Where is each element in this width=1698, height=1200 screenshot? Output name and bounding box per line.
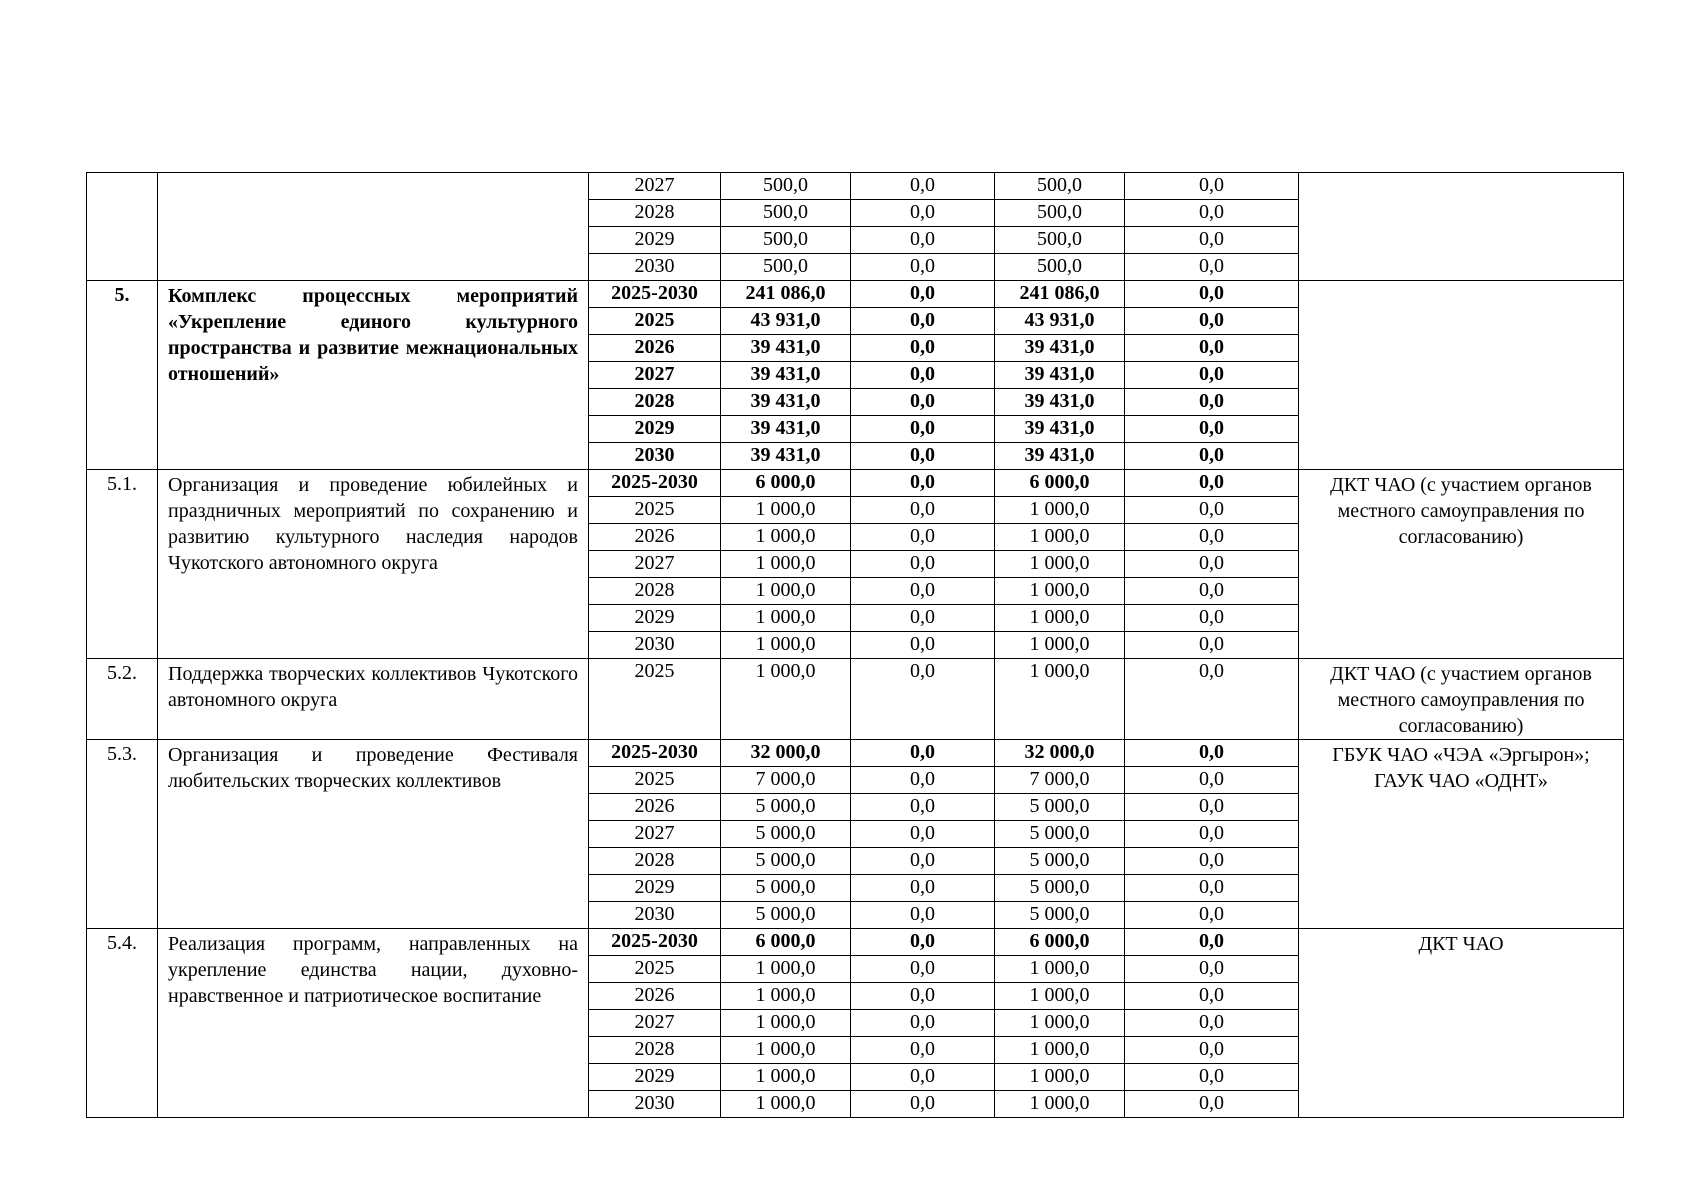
responsible-executor: ДКТ ЧАО <box>1299 929 1624 1118</box>
period-cell: 2030 <box>589 1091 721 1118</box>
federal-cell: 0,0 <box>851 254 995 281</box>
other-cell: 0,0 <box>1125 551 1299 578</box>
other-cell: 0,0 <box>1125 659 1299 740</box>
regional-cell: 43 931,0 <box>995 308 1125 335</box>
responsible-executor <box>1299 281 1624 470</box>
period-cell: 2029 <box>589 605 721 632</box>
total-cell: 5 000,0 <box>721 875 851 902</box>
total-cell: 43 931,0 <box>721 308 851 335</box>
period-cell: 2030 <box>589 902 721 929</box>
other-cell: 0,0 <box>1125 821 1299 848</box>
period-cell: 2025 <box>589 659 721 740</box>
responsible-executor <box>1299 173 1624 281</box>
item-name: Организация и проведение юбилейных и праздничных мероприятий по сохранению и развитию культурного наследия народов Чукотского автономного округа <box>158 470 589 659</box>
federal-cell: 0,0 <box>851 416 995 443</box>
other-cell: 0,0 <box>1125 929 1299 956</box>
other-cell: 0,0 <box>1125 227 1299 254</box>
regional-cell: 1 000,0 <box>995 578 1125 605</box>
total-cell: 241 086,0 <box>721 281 851 308</box>
total-cell: 5 000,0 <box>721 902 851 929</box>
federal-cell: 0,0 <box>851 821 995 848</box>
total-cell: 5 000,0 <box>721 848 851 875</box>
item-name: Реализация программ, направленных на укрепление единства нации, духовно-нравственное и патриотическое воспитание <box>158 929 589 1118</box>
period-cell: 2030 <box>589 632 721 659</box>
federal-cell: 0,0 <box>851 1064 995 1091</box>
total-cell: 39 431,0 <box>721 362 851 389</box>
total-cell: 1 000,0 <box>721 1010 851 1037</box>
other-cell: 0,0 <box>1125 1037 1299 1064</box>
total-cell: 1 000,0 <box>721 1091 851 1118</box>
period-cell: 2027 <box>589 173 721 200</box>
regional-cell: 39 431,0 <box>995 335 1125 362</box>
total-cell: 5 000,0 <box>721 821 851 848</box>
federal-cell: 0,0 <box>851 659 995 740</box>
regional-cell: 5 000,0 <box>995 794 1125 821</box>
regional-cell: 5 000,0 <box>995 848 1125 875</box>
federal-cell: 0,0 <box>851 929 995 956</box>
other-cell: 0,0 <box>1125 794 1299 821</box>
federal-cell: 0,0 <box>851 335 995 362</box>
item-number: 5.2. <box>87 659 158 740</box>
period-cell: 2025 <box>589 956 721 983</box>
federal-cell: 0,0 <box>851 443 995 470</box>
total-cell: 500,0 <box>721 173 851 200</box>
total-cell: 1 000,0 <box>721 551 851 578</box>
total-cell: 39 431,0 <box>721 416 851 443</box>
total-cell: 1 000,0 <box>721 659 851 740</box>
other-cell: 0,0 <box>1125 389 1299 416</box>
period-cell: 2029 <box>589 1064 721 1091</box>
federal-cell: 0,0 <box>851 767 995 794</box>
period-cell: 2026 <box>589 335 721 362</box>
federal-cell: 0,0 <box>851 740 995 767</box>
regional-cell: 500,0 <box>995 173 1125 200</box>
period-cell: 2025 <box>589 308 721 335</box>
other-cell: 0,0 <box>1125 605 1299 632</box>
federal-cell: 0,0 <box>851 551 995 578</box>
regional-cell: 1 000,0 <box>995 551 1125 578</box>
total-cell: 1 000,0 <box>721 632 851 659</box>
federal-cell: 0,0 <box>851 389 995 416</box>
responsible-executor: ГБУК ЧАО «ЧЭА «Эргырон»; ГАУК ЧАО «ОДНТ» <box>1299 740 1624 929</box>
total-cell: 1 000,0 <box>721 578 851 605</box>
federal-cell: 0,0 <box>851 227 995 254</box>
table-row <box>87 281 1624 308</box>
table-row <box>87 173 1624 200</box>
period-cell: 2029 <box>589 875 721 902</box>
other-cell: 0,0 <box>1125 281 1299 308</box>
federal-cell: 0,0 <box>851 173 995 200</box>
other-cell: 0,0 <box>1125 173 1299 200</box>
regional-cell: 1 000,0 <box>995 659 1125 740</box>
other-cell: 0,0 <box>1125 740 1299 767</box>
regional-cell: 6 000,0 <box>995 929 1125 956</box>
federal-cell: 0,0 <box>851 794 995 821</box>
other-cell: 0,0 <box>1125 983 1299 1010</box>
table-row <box>87 929 1624 956</box>
regional-cell: 1 000,0 <box>995 956 1125 983</box>
item-number: 5. <box>87 281 158 470</box>
total-cell: 1 000,0 <box>721 1037 851 1064</box>
regional-cell: 39 431,0 <box>995 443 1125 470</box>
period-cell: 2025-2030 <box>589 740 721 767</box>
item-name <box>158 173 589 281</box>
regional-cell: 39 431,0 <box>995 389 1125 416</box>
item-name: Поддержка творческих коллективов Чукотского автономного округа <box>158 659 589 740</box>
federal-cell: 0,0 <box>851 578 995 605</box>
total-cell: 6 000,0 <box>721 470 851 497</box>
regional-cell: 1 000,0 <box>995 524 1125 551</box>
period-cell: 2026 <box>589 524 721 551</box>
regional-cell: 39 431,0 <box>995 416 1125 443</box>
other-cell: 0,0 <box>1125 1091 1299 1118</box>
other-cell: 0,0 <box>1125 1010 1299 1037</box>
item-number: 5.3. <box>87 740 158 929</box>
regional-cell: 241 086,0 <box>995 281 1125 308</box>
regional-cell: 39 431,0 <box>995 362 1125 389</box>
other-cell: 0,0 <box>1125 524 1299 551</box>
regional-cell: 5 000,0 <box>995 902 1125 929</box>
responsible-executor: ДКТ ЧАО (с участием органов местного самоуправления по согласованию) <box>1299 470 1624 659</box>
regional-cell: 5 000,0 <box>995 875 1125 902</box>
regional-cell: 1 000,0 <box>995 632 1125 659</box>
other-cell: 0,0 <box>1125 254 1299 281</box>
total-cell: 7 000,0 <box>721 767 851 794</box>
regional-cell: 500,0 <box>995 254 1125 281</box>
regional-cell: 6 000,0 <box>995 470 1125 497</box>
period-cell: 2028 <box>589 200 721 227</box>
period-cell: 2025-2030 <box>589 281 721 308</box>
item-name: Комплекс процессных мероприятий «Укрепление единого культурного пространства и развитие межнациональных отношений» <box>158 281 589 470</box>
federal-cell: 0,0 <box>851 1091 995 1118</box>
other-cell: 0,0 <box>1125 308 1299 335</box>
other-cell: 0,0 <box>1125 335 1299 362</box>
total-cell: 6 000,0 <box>721 929 851 956</box>
total-cell: 1 000,0 <box>721 956 851 983</box>
other-cell: 0,0 <box>1125 902 1299 929</box>
period-cell: 2027 <box>589 821 721 848</box>
regional-cell: 1 000,0 <box>995 1037 1125 1064</box>
other-cell: 0,0 <box>1125 200 1299 227</box>
regional-cell: 7 000,0 <box>995 767 1125 794</box>
federal-cell: 0,0 <box>851 362 995 389</box>
item-number: 5.1. <box>87 470 158 659</box>
other-cell: 0,0 <box>1125 875 1299 902</box>
other-cell: 0,0 <box>1125 497 1299 524</box>
period-cell: 2027 <box>589 551 721 578</box>
other-cell: 0,0 <box>1125 362 1299 389</box>
federal-cell: 0,0 <box>851 497 995 524</box>
total-cell: 32 000,0 <box>721 740 851 767</box>
federal-cell: 0,0 <box>851 848 995 875</box>
regional-cell: 500,0 <box>995 200 1125 227</box>
period-cell: 2029 <box>589 227 721 254</box>
period-cell: 2026 <box>589 794 721 821</box>
federal-cell: 0,0 <box>851 1010 995 1037</box>
period-cell: 2027 <box>589 1010 721 1037</box>
federal-cell: 0,0 <box>851 1037 995 1064</box>
period-cell: 2030 <box>589 254 721 281</box>
total-cell: 500,0 <box>721 200 851 227</box>
period-cell: 2025 <box>589 497 721 524</box>
other-cell: 0,0 <box>1125 443 1299 470</box>
regional-cell: 5 000,0 <box>995 821 1125 848</box>
federal-cell: 0,0 <box>851 605 995 632</box>
period-cell: 2027 <box>589 362 721 389</box>
period-cell: 2028 <box>589 389 721 416</box>
federal-cell: 0,0 <box>851 524 995 551</box>
federal-cell: 0,0 <box>851 983 995 1010</box>
other-cell: 0,0 <box>1125 1064 1299 1091</box>
period-cell: 2025-2030 <box>589 929 721 956</box>
total-cell: 39 431,0 <box>721 335 851 362</box>
regional-cell: 500,0 <box>995 227 1125 254</box>
period-cell: 2028 <box>589 578 721 605</box>
regional-cell: 1 000,0 <box>995 1064 1125 1091</box>
funding-table <box>86 172 1624 1118</box>
period-cell: 2026 <box>589 983 721 1010</box>
regional-cell: 1 000,0 <box>995 1091 1125 1118</box>
other-cell: 0,0 <box>1125 470 1299 497</box>
federal-cell: 0,0 <box>851 632 995 659</box>
total-cell: 1 000,0 <box>721 524 851 551</box>
table-row <box>87 740 1624 767</box>
regional-cell: 1 000,0 <box>995 497 1125 524</box>
item-number: 5.4. <box>87 929 158 1118</box>
federal-cell: 0,0 <box>851 200 995 227</box>
total-cell: 500,0 <box>721 227 851 254</box>
table-row <box>87 659 1624 740</box>
other-cell: 0,0 <box>1125 767 1299 794</box>
federal-cell: 0,0 <box>851 281 995 308</box>
regional-cell: 32 000,0 <box>995 740 1125 767</box>
table-row <box>87 470 1624 497</box>
other-cell: 0,0 <box>1125 848 1299 875</box>
total-cell: 39 431,0 <box>721 443 851 470</box>
other-cell: 0,0 <box>1125 956 1299 983</box>
regional-cell: 1 000,0 <box>995 1010 1125 1037</box>
period-cell: 2030 <box>589 443 721 470</box>
regional-cell: 1 000,0 <box>995 605 1125 632</box>
regional-cell: 1 000,0 <box>995 983 1125 1010</box>
total-cell: 1 000,0 <box>721 497 851 524</box>
other-cell: 0,0 <box>1125 416 1299 443</box>
period-cell: 2028 <box>589 848 721 875</box>
period-cell: 2025 <box>589 767 721 794</box>
period-cell: 2028 <box>589 1037 721 1064</box>
other-cell: 0,0 <box>1125 578 1299 605</box>
federal-cell: 0,0 <box>851 875 995 902</box>
period-cell: 2029 <box>589 416 721 443</box>
total-cell: 1 000,0 <box>721 983 851 1010</box>
total-cell: 1 000,0 <box>721 1064 851 1091</box>
federal-cell: 0,0 <box>851 470 995 497</box>
federal-cell: 0,0 <box>851 902 995 929</box>
total-cell: 1 000,0 <box>721 605 851 632</box>
responsible-executor: ДКТ ЧАО (с участием органов местного самоуправления по согласованию) <box>1299 659 1624 740</box>
federal-cell: 0,0 <box>851 956 995 983</box>
item-name: Организация и проведение Фестиваля любительских творческих коллективов <box>158 740 589 929</box>
period-cell: 2025-2030 <box>589 470 721 497</box>
total-cell: 500,0 <box>721 254 851 281</box>
item-number <box>87 173 158 281</box>
total-cell: 5 000,0 <box>721 794 851 821</box>
total-cell: 39 431,0 <box>721 389 851 416</box>
other-cell: 0,0 <box>1125 632 1299 659</box>
federal-cell: 0,0 <box>851 308 995 335</box>
